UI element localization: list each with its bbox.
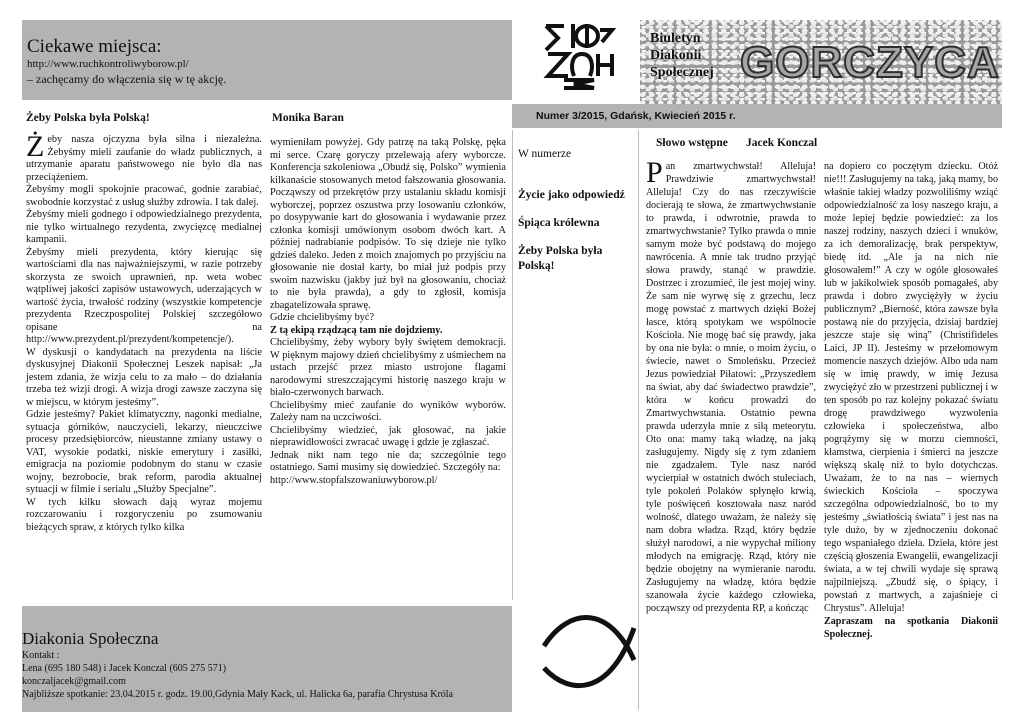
foreword-text-2: na dopiero co poczętym dziecku. Otóż nie!!! Zasługujemy na taką, jaką mamy, bo właśnie takiej władzy pozwoliliśmy wziąć odpowiedzialność za losy naszego kraju, a może lepiej będzie powiedzieć: za los naszej rodziny, naszych dzieci i wnuków, za ich demoralizację, brak perspektyw, biedę itd. „Ale ja na nich nie głosowałem!” A czy w ogóle głosowałeś lub w jakikolwiek sposób pomagałeś, aby prawda i dobro zwyciężyły w życiu publicznym? „Bierność, która zawsze była postawą nie do przyjęcia, dzisiaj bardziej jeszcze staje się winą” (Christifideles Laici, JP II). Jesteśmy w przełomowym momencie naszych dziejów. Albo uda nam się w imię prawdy, w imię Jezusa zwyciężyć zło w przestrzeni publicznej i w ten sposób po raz kolejny pokazać światu drogę prawdziwego wyzwolenia człowieka i społeczeństwa, albo pogrążymy się w morzu ciemności, kłamstwa, cierpienia i śmierci na jeszcze większą skalę niż to było dotychczas. Uważam, że to na nas – wiernych świeckich Kościoła – spoczywa szczególna odpowiedzialność, bo to my jesteśmy „światłością świata” i jest nas na tyle dużo, by w zjednoczeniu dokonać tego wspaniałego dzieła. Dzieła, które jest częścią głoszenia Ewangelii, ewangelizacji świata, a w tej chwili wydaje się sprawą najpilniejszą. „Zbudź się, o śpiący, i powstań z martwych, a zajaśnieje ci Chrystus”. Alleluja! [824, 161, 998, 614]
toc-item[interactable]: Śpiąca królewna [518, 217, 600, 229]
foreword-invite: Zapraszam na spotkania Diakonii Społecznej. [824, 616, 998, 640]
article-link[interactable]: http://www.stopfalszowaniuwyborow.pl/ [270, 474, 438, 486]
article-paragraph: W tych kilku słowach dają wyraz mojemu rozczarowaniu i rozgoryczeniu po zsumowaniu bieżących spraw, z których tylko kilka [26, 496, 262, 533]
places-url[interactable]: http://www.ruchkontroliwyborow.pl/ [27, 58, 189, 70]
foreword-column-2 [824, 160, 998, 641]
article-paragraph: W dyskusji o kandydatach na prezydenta na liście dyskusyjnej Diakonii Społecznej Leszek napisał: „Ja jestem zdania, że wizja celu to za mało – do działania trzeba też wizji drogi. A wizja drogi zawsze zaczyna się w miejscu, w którym jesteśmy”. [26, 346, 262, 408]
toc-item[interactable]: Życie jako odpowiedź [518, 189, 625, 201]
foreword-dropcap: P [646, 156, 663, 189]
foreword-title: Słowo wstępne [656, 137, 728, 149]
contact-label: Kontakt : [22, 650, 60, 661]
article-title: Żeby Polska była Polską! [26, 112, 150, 124]
foreword-text-1: an zmartwychwstał! Alleluja! Prawdziwie zmartwychwstał! Alleluja! Czy do nas rzeczywiście docierają te słowa, że zmartwychwstanie to prawda, i odwrotnie, prawda to zmartwychwstanie? Tylko prawda o mnie samym może być podstawą do mojego nawrócenia. A mnie tak trudno przyjąć słowa prawdy, stanąć w prawdzie. Dostrzec i zrozumieć, ile jest mojej winy. Że sam nie wyrwę się z grzechu, lecz mogę powstać z martwych dzięki Bożej łasce, którą spotykam we wspólnocie Kościoła. Nie mogę bać się prawdy, jaka by ona nie była: o mnie, o moim życiu, o świecie, nawet o Smoleńsku. Przecież Jezus powiedział Piłatowi: „Przyszedłem na świat, aby dać świadectwo prawdzie”, która w końcu prowadzi do Zmartwychwstania. Ostatnio pewna prawda uderzyła mnie z siłą meteorytu. Oto ona: mamy taką władzę, na jaką zasługujemy. Nigdy się z tym zdaniem nie zgadzałem. Tyle nasz naród wycierpiał w ostatnich dwóch stuleciach, tyle pokoleń Polaków spłynęło krwią, tyle poświęceń kosztowała nasz naród wolność, dlatego uważam, że należy się nam dobra władza. Rząd, który będzie służył narodowi, a nie wypychał miliony młodych na emigrację. Rząd, który nie będzie obojętny na wymieranie narodu. Zasługujemy na władzę, która będzie szanowała życie każdego człowieka, począwszy od prezydenta RP, a kończąc [646, 161, 816, 614]
brand-line-1: Biuletyn [650, 31, 701, 46]
article-paragraph: Chcielibyśmy wiedzieć, jak głosować, na jakie nieprawidłowości zwracać uwagę i gdzie je zgłaszać. [270, 424, 506, 448]
article-paragraph: Żebyśmy mieli godnego i odpowiedzialnego prezydenta, nie tylko wirtualnego rezydenta, zwycięzcę medialnej kampanii. [26, 209, 262, 245]
places-text: – zachęcamy do włączenia się w tę akcję. [27, 72, 227, 86]
article-paragraph: wymieniłam powyżej. Gdy patrzę na taką Polskę, pęka mi serce. Czarę goryczy przelewają afery wyborcze. Konferencja szkoleniowa „Obudź się, Polsko” wymienia kilkanaście stosowanych metod fałszowania głosowania. Począwszy od przekrętów przy ustalaniu składu komisji wyborczej, poprzez oszustwa przy losowaniu członków, po dosypywanie kart do głosowania i wydawanie przez członka komisji umówionym osobom dwóch kart. A później nadrabianie podpisów. To się dzieje nie tylko gdzieś daleko. Jeden z moich znajomych po przyjściu na głosowanie nie dostał karty, bo miał już podpis przy swoim nazwisku (jakby już był na głosowaniu, chociaż to nie była prawda), a gdy to zgłosił, komisja zbagatelizowała sprawę. [270, 137, 506, 311]
issue-info: Numer 3/2015, Gdańsk, Kwiecień 2015 r. [536, 110, 736, 122]
contact-title: Diakonia Społeczna [22, 629, 159, 648]
places-title: Ciekawe miejsca: [27, 36, 162, 57]
article-paragraph: Jednak nikt nam tego nie da; szczególnie tego ostatniego. Sami musimy się dowiedzieć. Szczegóły na: [270, 449, 506, 473]
contact-email[interactable]: konczaljacek@gmail.com [22, 676, 126, 687]
article-author: Monika Baran [272, 112, 344, 124]
ichthys-logo-icon [540, 22, 618, 90]
contact-box [22, 606, 512, 712]
article-column-2 [270, 137, 506, 487]
places-box [22, 20, 512, 100]
contact-meeting: Najbliższe spotkanie: 23.04.2015 r. godz. 19.00,Gdynia Mały Kack, ul. Halicka 6a, parafia Chrystusa Króla [22, 689, 454, 700]
article-column-1 [26, 130, 262, 534]
article-bold-line: Z tą ekipą rządzącą tam nie dojdziemy. [270, 324, 443, 336]
article-paragraph: Żebyśmy mogli spokojnie pracować, godnie zarabiać, swobodnie korzystać z usług służby zdrowia. I tak dalej. [26, 184, 262, 208]
toc-divider [512, 130, 513, 600]
article-paragraph: Gdzie chcielibyśmy być? [270, 312, 375, 323]
fish-symbol-icon [540, 606, 640, 696]
article-paragraph: Gdzie jesteśmy? Pakiet klimatyczny, nagonki medialne, sytuacja górników, nauczycieli, lekarzy, nieuczciwe procesy przedsiębiorców, nieustanne zmiany ustawy o VAT, wysokie podatki, niskie emerytury i zasiłki, emigracja na poziomie podobnym do stanu w czasie wojny, bezrobocie, brak reform, parodia aktualnej sytuacji w filmie i serialu „Służby Specjalne”. [26, 409, 262, 495]
toc-item[interactable]: Żeby Polska była Polską! [518, 245, 603, 272]
article-paragraph: Chcielibyśmy, żeby wybory były świętem demokracji. W pięknym majowy dzień chcielibyśmy z uśmiechem na ustach przejść przez miasto ustrojone flagami narodowymi streszczającymi historię naszego kraju w biało-czerwonych barwach. [270, 337, 506, 398]
toc-box [512, 130, 636, 600]
foreword-author: Jacek Konczal [746, 137, 818, 149]
foreword-column-1 [646, 156, 816, 615]
toc-title: W numerze [518, 148, 572, 160]
article-paragraph: Żebyśmy mieli prezydenta, który kierując się wartościami dla nas najważniejszymi, w razie potrzeby skorzysta ze swoich uprawnień, np. weta wobec wątpliwej jakości zapisów ustawowych, uderzających w wartość życia, trwałość rodziny (wszystkie kompetencje prezydenta Rzeczpospolitej Polskiej szczegółowo opisane na http://www.prezydent.pl/prezydent/kompetencje/). [26, 246, 262, 345]
brand-line-2: Diakonii [650, 48, 702, 63]
contact-phones: Lena (695 180 548) i Jacek Konczal (605 275 571) [22, 663, 227, 674]
article-dropcap: Ż [26, 130, 45, 163]
article-paragraph: eby nasza ojczyzna była silna i niezależna. Żebyśmy mieli zaufanie do władz publicznych, a utrzymanie aparatu państwowego nie było dla nas przeciążeniem. [26, 134, 262, 183]
masthead-title: GORCZYCA [740, 38, 1000, 87]
masthead-brand [650, 30, 714, 81]
article-paragraph: Chcielibyśmy mieć zaufanie do wyników wyborów. Zależy nam na uczciwości. [270, 399, 506, 423]
brand-line-3: Społecznej [650, 65, 714, 80]
